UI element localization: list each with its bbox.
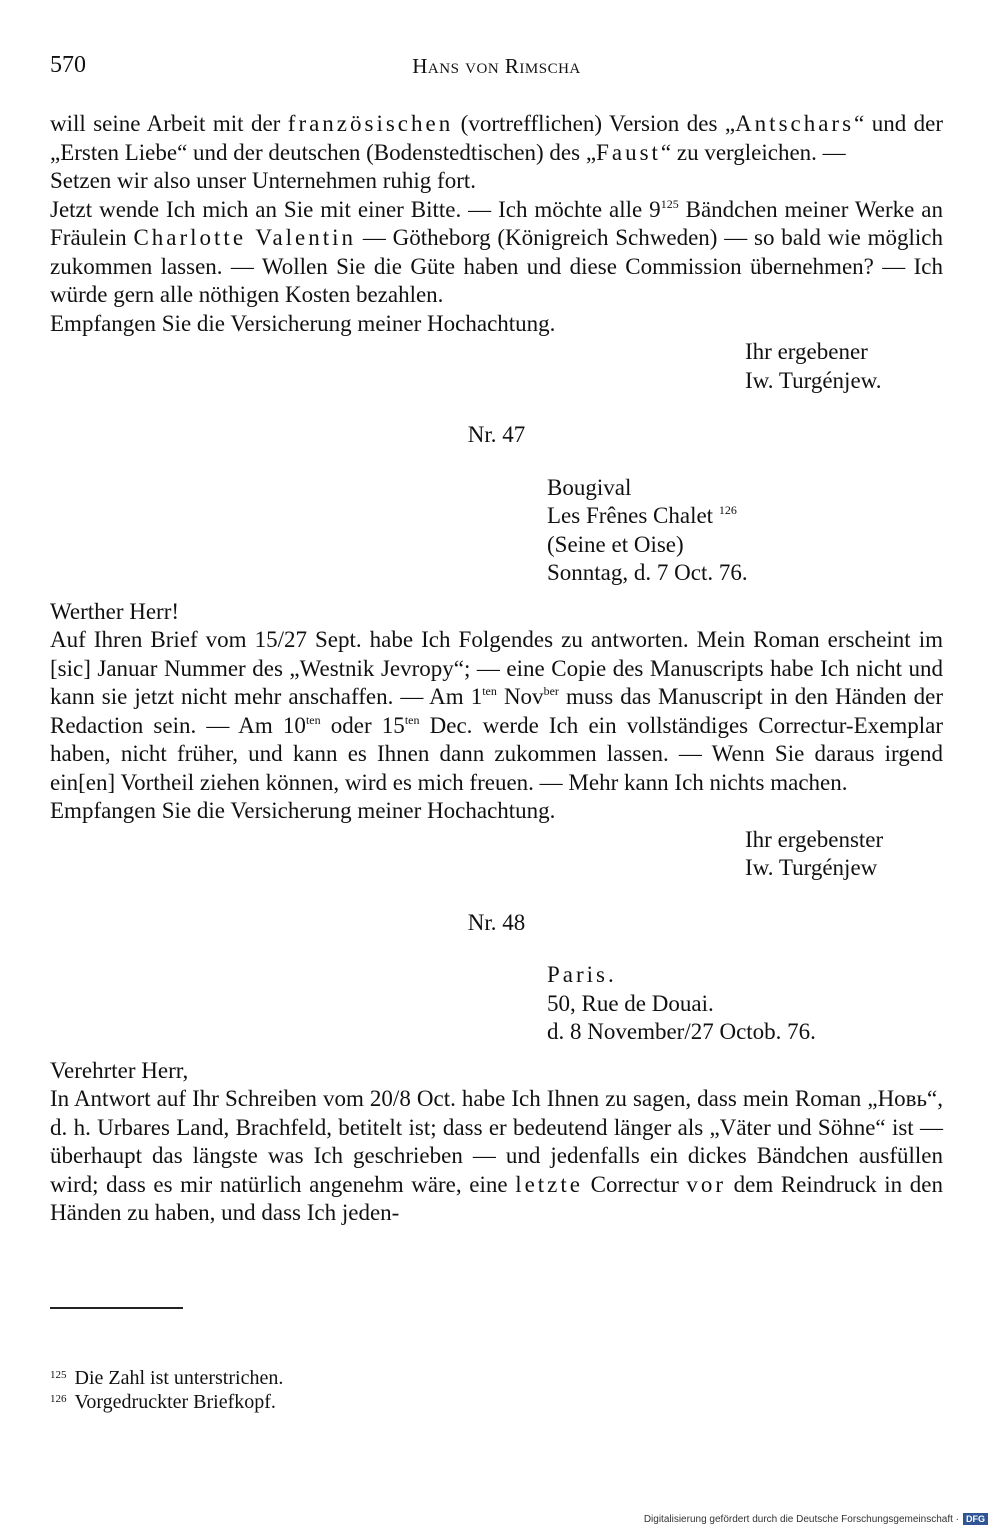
letter-address: Bougival Les Frênes Chalet $^{126}$ (Seine et Oise) Sonntag, d. 7 Oct. 76. [547,474,748,585]
letter-heading: Nr. 47 [467,422,526,447]
dfg-logo-icon: DFG [963,1513,988,1525]
footnote: $^{126}$ Vorgedruckter Briefkopf. [50,1391,276,1413]
salutation: Verehrter Herr, [50,1057,189,1083]
funding-credit: Digitalisierung gefördert durch die Deutsche Forschungsgemeinschaft · DFG [644,1513,988,1525]
footnote-ref: 126 [718,503,737,517]
paragraph: Jetzt wende Ich mich an Sie mit einer Bitte. — Ich möchte alle $9^{125}$ Bändchen meiner Werke an Fräulein Charlotte Valentin — Götheborg (Königreich Schweden) — so bald wie möglich zukommen lassen. — Wollen Sie die Güte haben und diese Commission übernehmen? — Ich würde gern alle nöthigen Kosten bezahlen. [50,196,943,307]
page-body [50,110,943,1228]
signature: Ihr ergebener Iw. Turgénjew. [745,339,882,393]
footnotes [50,1366,283,1414]
paragraph: will seine Arbeit mit der französischen (vortrefflichen) Version des „Antschars“ und der „Ersten Liebe“ und der deutschen (Bodenstedtischen) des „Faust“ zu vergleichen. — [50,111,944,165]
footnote: $^{125}$ Die Zahl ist unterstrichen. [50,1367,284,1389]
letter-heading: Nr. 48 [467,909,526,935]
paragraph: In Antwort auf Ihr Schreiben vom 20/8 Oct. habe Ich Ihnen zu sagen, dass mein Roman „Новь“, d. h. Urbares Land, Brachfeld, betitelt ist; dass er bedeutend länger als „Väter und Söhne“ ist — überhaupt das längste was Ich geschrieben — und jedenfalls ein dickes Bändchen ausfüllen wird; dass es mir natürlich angenehm wäre, eine letzte Correctur vor dem Reindruck in den Händen zu haben, und dass Ich jeden- [50,1086,943,1225]
page-header [50,52,943,86]
footnote-ref: 125 [660,196,679,211]
footnote-rule [50,1307,183,1309]
closing: Empfangen Sie die Versicherung meiner Hochachtung. [50,310,556,336]
closing: Empfangen Sie die Versicherung meiner Hochachtung. [50,798,556,823]
paragraph: Auf Ihren Brief vom 15/27 Sept. habe Ich Folgendes zu antworten. Mein Roman erscheint im [sic] Januar Nummer des „Westnik Jevropy“; — eine Copie des Manuscripts habe Ich nicht und kann sie jetzt nicht mehr anschaffen. — Am $1^{ten}$ Nov$^{ber}$ muss das Manuscript in den Händen der Redaction sein. — Am $10^{ten}$ oder $15^{ten}$ Dec. werde Ich ein vollständiges Correctur-Exemplar haben, nicht früher, und kann es Ihnen dann zukommen lassen. — Wenn Sie daraus irgend ein[en] Vortheil ziehen können, wird es mich freuen. — Mehr kann Ich nichts machen. [50,627,943,795]
page-number: 570 [50,52,86,78]
running-head: Hans von Rimscha [412,54,581,78]
paragraph: Setzen wir also unser Unternehmen ruhig fort. [50,168,477,193]
signature: Ihr ergebenster Iw. Turgénjew [745,826,884,880]
letter-address: Paris. 50, Rue de Douai. d. 8 November/27 Octob. 76. [547,962,816,1044]
salutation: Werther Herr! [50,598,180,624]
